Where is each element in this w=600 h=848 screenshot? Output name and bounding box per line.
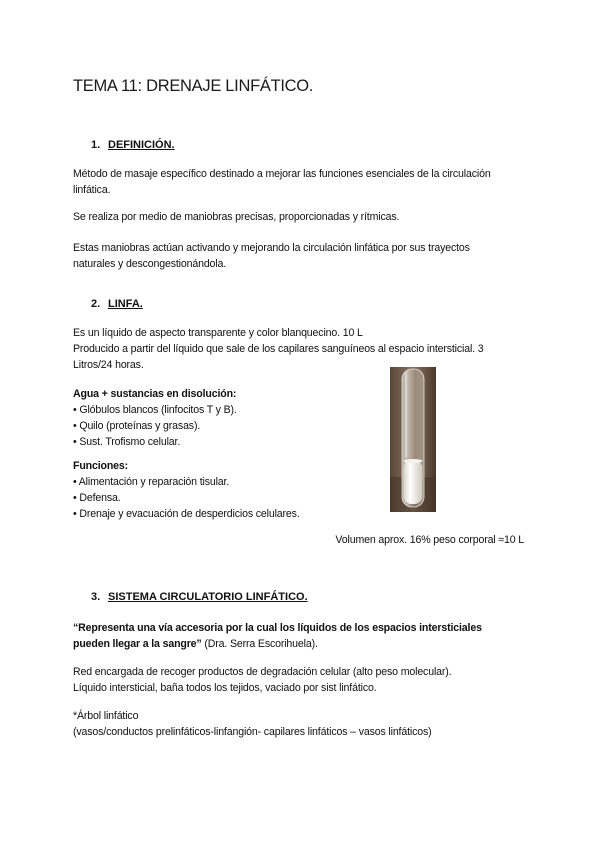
linfa-line-2: Producido a partir del líquido que sale de los capilares sanguíneos al espacio intersticial. 3 bbox=[73, 343, 484, 355]
section-1-paragraph-2: Se realiza por medio de maniobras precisas, proporcionadas y rítmicas. bbox=[73, 211, 400, 223]
quote-author: (Dra. Serra Escorihuela). bbox=[201, 638, 318, 650]
composition-title: Agua + sustancias en disolución: bbox=[73, 388, 237, 400]
page-title: TEMA 11: DRENAJE LINFÁTICO. bbox=[73, 77, 314, 95]
quote-line-2: pueden llegar a la sangre” bbox=[73, 638, 202, 650]
section-3-heading bbox=[91, 591, 308, 603]
functions-title: Funciones: bbox=[73, 460, 129, 472]
functions-block bbox=[73, 458, 533, 522]
section-3-title: SISTEMA CIRCULATORIO LINFÁTICO. bbox=[108, 591, 308, 603]
section-1-number: 1. bbox=[91, 139, 101, 151]
definition-line-2: linfática. bbox=[73, 184, 111, 196]
volume-note: Volumen aprox. 16% peso corporal ≈10 L bbox=[335, 534, 524, 546]
sistema-line-1: Red encargada de recoger productos de degradación celular (alto peso molecular). bbox=[73, 666, 452, 678]
section-1-title: DEFINICIÓN. bbox=[108, 139, 175, 151]
composition-item: • Sust. Trofismo celular. bbox=[73, 436, 181, 448]
lymph-tree-description: (vasos/conductos prelinfáticos-linfangión- capilares linfáticos – vasos linfáticos) bbox=[73, 726, 432, 738]
definition-line-1: Método de masaje específico destinado a mejorar las funciones esenciales de la circulación bbox=[73, 168, 491, 180]
linfa-line-3: Litros/24 horas. bbox=[73, 359, 144, 371]
quote-line-1: “Representa una vía accesoria por la cual los líquidos de los espacios intersticiales bbox=[73, 622, 482, 634]
section-1-heading bbox=[91, 139, 175, 151]
section-2-title: LINFA. bbox=[108, 298, 143, 310]
function-item: • Defensa. bbox=[73, 492, 121, 504]
linfa-line-1: Es un líquido de aspecto transparente y color blanquecino. 10 L bbox=[73, 327, 363, 339]
maniobras-line-2: naturales y descongestionándola. bbox=[73, 258, 227, 270]
composition-item: • Glóbulos blancos (linfocitos T y B). bbox=[73, 404, 237, 416]
section-3-number: 3. bbox=[91, 591, 101, 603]
function-item: • Alimentación y reparación tisular. bbox=[73, 476, 230, 488]
lymph-tree-block bbox=[73, 708, 533, 740]
section-2-heading bbox=[91, 298, 143, 310]
function-item: • Drenaje y evacuación de desperdicios celulares. bbox=[73, 508, 300, 520]
composition-block bbox=[73, 386, 533, 450]
section-2-intro bbox=[73, 325, 533, 373]
section-2-number: 2. bbox=[91, 298, 101, 310]
lymph-tree-title: *Árbol linfático bbox=[73, 710, 139, 722]
quote-block bbox=[73, 620, 533, 652]
composition-item: • Quilo (proteínas y grasas). bbox=[73, 420, 201, 432]
section-3-description bbox=[73, 664, 533, 696]
section-1-paragraph-1 bbox=[73, 166, 533, 198]
lymph-test-tube-image bbox=[390, 367, 436, 512]
maniobras-line-1: Estas maniobras actúan activando y mejorando la circulación linfática por sus trayectos bbox=[73, 242, 470, 254]
sistema-line-2: Líquido intersticial, baña todos los tejidos, vaciado por sist linfático. bbox=[73, 682, 377, 694]
section-1-paragraph-3 bbox=[73, 240, 533, 272]
